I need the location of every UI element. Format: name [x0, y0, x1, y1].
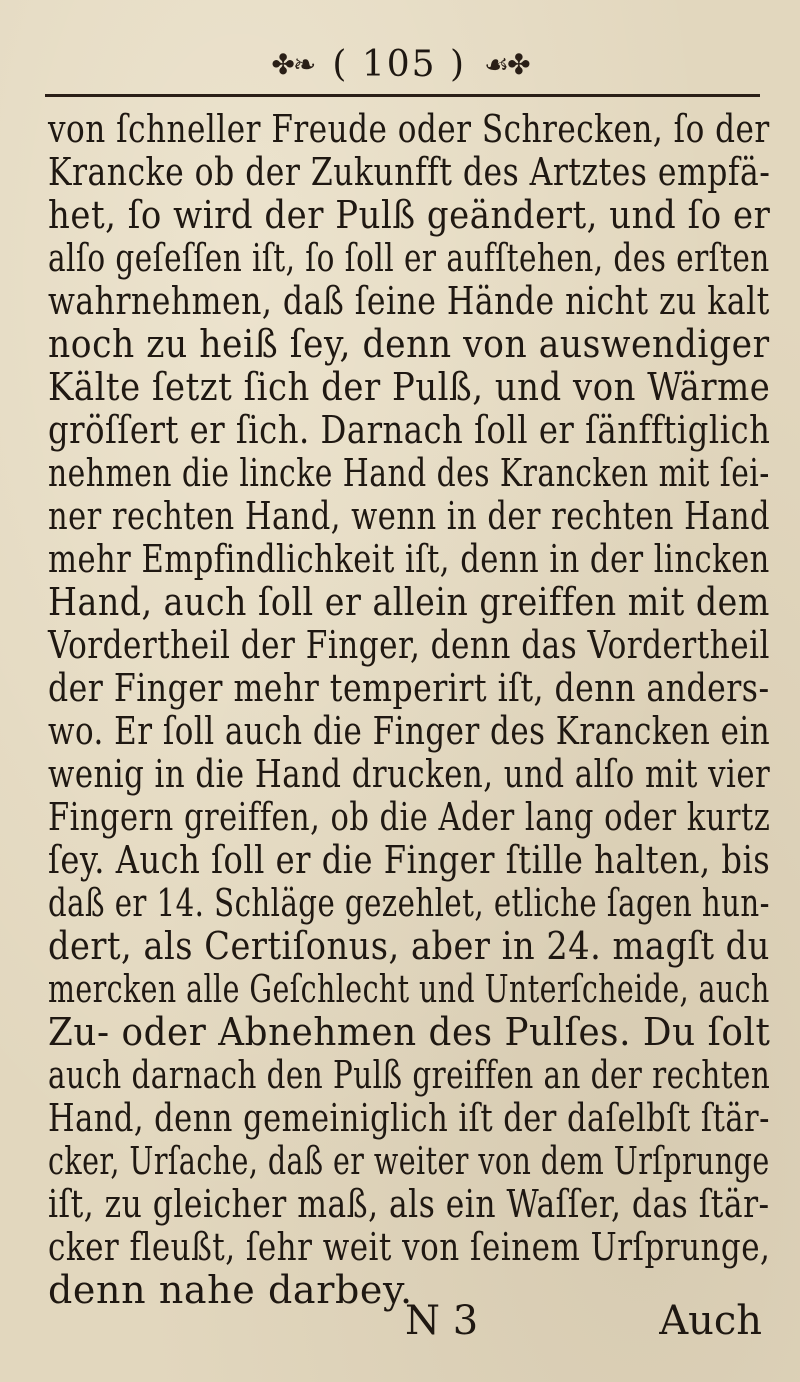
text-line: gröſſert er ſich. Darnach ſoll er ſänfftiglich	[48, 408, 771, 452]
text-line: mercken alle Geſchlecht und Unterſcheide, auch	[48, 967, 770, 1011]
text-line: dert, als Certiſonus, aber in 24. magſt du	[48, 924, 770, 968]
text-line: cker, Urſache, daß er weiter von dem Urſprunge	[48, 1139, 770, 1183]
text-line: Hand, denn gemeiniglich iſt der daſelbſt ſtär-	[48, 1096, 770, 1140]
text-line: iſt, zu gleicher maß, als ein Waſſer, das ſtär-	[48, 1182, 770, 1226]
text-line: wenig in die Hand drucken, und alſo mit vier	[48, 752, 771, 796]
text-line: Krancke ob der Zukunfft des Artztes empfä-	[48, 150, 771, 194]
text-line: wahrnehmen, daß ſeine Hände nicht zu kalt	[48, 279, 770, 323]
text-line: Fingern greiffen, ob die Ader lang oder kurtz	[48, 795, 771, 839]
right-ornament-icon: ☙✤	[484, 48, 529, 81]
text-line: von ſchneller Freude oder Schrecken, ſo der	[48, 107, 770, 151]
text-line: Vordertheil der Finger, denn das Vordertheil	[48, 623, 770, 667]
text-line: cker fleußt, ſehr weit von ſeinem Urſprunge,	[48, 1225, 771, 1269]
text-line: daß er 14. Schläge gezehlet, etliche ſagen hun-	[48, 881, 770, 925]
text-line: mehr Empfindlichkeit iſt, denn in der lincken	[48, 537, 770, 581]
text-line: Zu- oder Abnehmen des Pulſes. Du ſolt	[48, 1010, 771, 1054]
running-header	[0, 40, 800, 90]
text-line: wo. Er ſoll auch die Finger des Krancken ein	[48, 709, 771, 753]
text-line: nehmen die lincke Hand des Krancken mit ſei-	[48, 451, 770, 495]
text-line: Hand, auch ſoll er allein greiffen mit dem	[48, 580, 770, 624]
catchword: Auch	[659, 1298, 762, 1344]
body-text	[48, 108, 770, 1312]
text-line: denn nahe darbey.	[48, 1268, 413, 1312]
text-line: het, ſo wird der Pulß geändert, und ſo er	[48, 193, 771, 237]
header-rule	[45, 94, 760, 97]
text-line: der Finger mehr temperirt iſt, denn anders-	[48, 666, 770, 710]
left-ornament-icon: ✤❧	[271, 48, 315, 81]
text-line: auch darnach den Pulß greiffen an der rechten	[48, 1053, 771, 1097]
page-footer	[0, 1296, 800, 1346]
text-line: Kälte ſetzt ſich der Pulß, und von Wärme	[48, 365, 771, 409]
text-line: ſey. Auch ſoll er die Finger ſtille halten, bis	[48, 838, 771, 882]
text-line: ner rechten Hand, wenn in der rechten Hand	[48, 494, 770, 538]
page-number: ( 105 )	[332, 44, 467, 85]
text-line: noch zu heiß ſey, denn von auswendiger	[48, 322, 770, 366]
text-line: alſo geſeſſen iſt, ſo ſoll er aufſtehen, des erſten	[48, 236, 770, 280]
signature-mark: N 3	[405, 1298, 479, 1344]
